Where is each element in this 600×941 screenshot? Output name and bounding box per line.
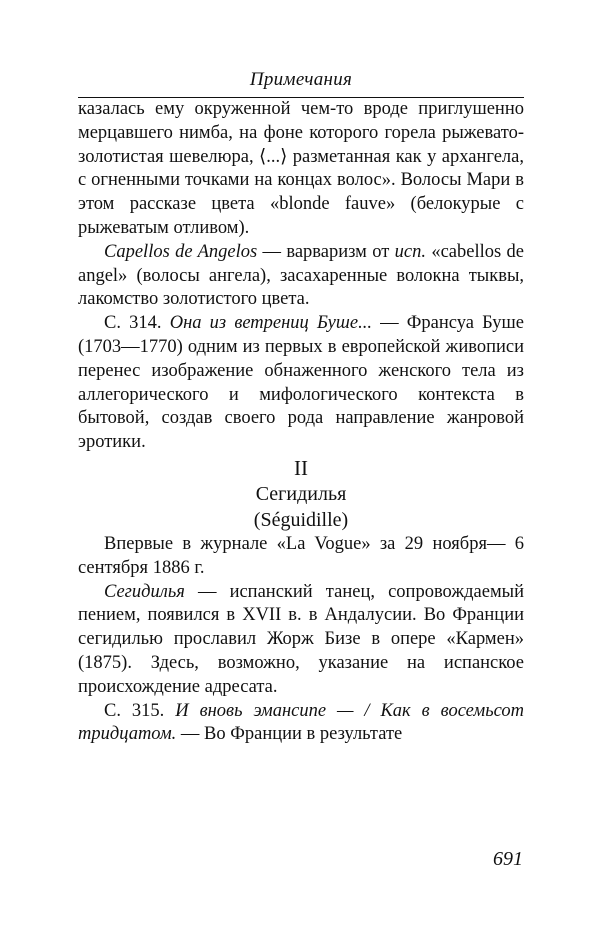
term-seguidilla: Сегидилья: [104, 581, 185, 602]
paragraph-continuation: казалась ему окруженной чем-то вроде приглушенно мерцавшего нимба, на фоне которого горела рыжевато-золотистая шевелюра, ⟨...⟩ разметанная как у архангела, с огненными точками на концах волос». Волосы Мари в этом рассказе цвета «blonde fauve» (белокурые с рыжеватым отливом).: [78, 99, 524, 238]
term-capellos: Capellos de Angelos: [104, 241, 258, 262]
text-span: — варваризм от: [257, 241, 395, 262]
page-number: 691: [493, 848, 523, 870]
text-span: — Франсуа Буше (1703—1770) одним из первых в европейской живописи перенес изображение обнаженного женского тела из аллегорического и мифологического контекста в бытовой, создав своего рода направление жанровой эротики.: [78, 313, 525, 453]
page-ref: С. 315.: [104, 700, 176, 721]
running-header: Примечания: [249, 69, 353, 90]
notes-body: [78, 98, 524, 747]
lang-abbrev: исп.: [394, 241, 426, 262]
page: [78, 68, 524, 747]
paragraph-seguidilla: [78, 581, 524, 700]
page-ref: С. 314.: [104, 313, 170, 334]
text-span: — испанский танец, сопровождаемый пением, появился в XVII в. в Андалусии. Во Франции сегидилью прославил Жорж Бизе в опере «Кармен» (1875). Здесь, возможно, указание на испанское происхождение адресата.: [78, 581, 524, 697]
quote: И вновь эмансипе — / Как в восемьсот тридцатом.: [78, 700, 524, 745]
text-span: — Во Франции в результате: [176, 724, 403, 745]
section-title: Сегидилья: [255, 482, 347, 505]
quote: Она из ветрениц Буше...: [169, 313, 372, 334]
section-number: II: [294, 455, 308, 480]
note-p314: [78, 312, 524, 455]
note-p315: [78, 700, 524, 748]
section-subtitle: (Séguidille): [253, 508, 349, 531]
paragraph-capellos: [78, 241, 524, 312]
paragraph-first-published: Впервые в журнале «La Vogue» за 29 ноября— 6 сентября 1886 г.: [78, 533, 524, 578]
text-span: «cabellos de angel» (волосы ангела), засахаренные волокна тыквы, лакомство золотистого цвета.: [78, 241, 524, 310]
